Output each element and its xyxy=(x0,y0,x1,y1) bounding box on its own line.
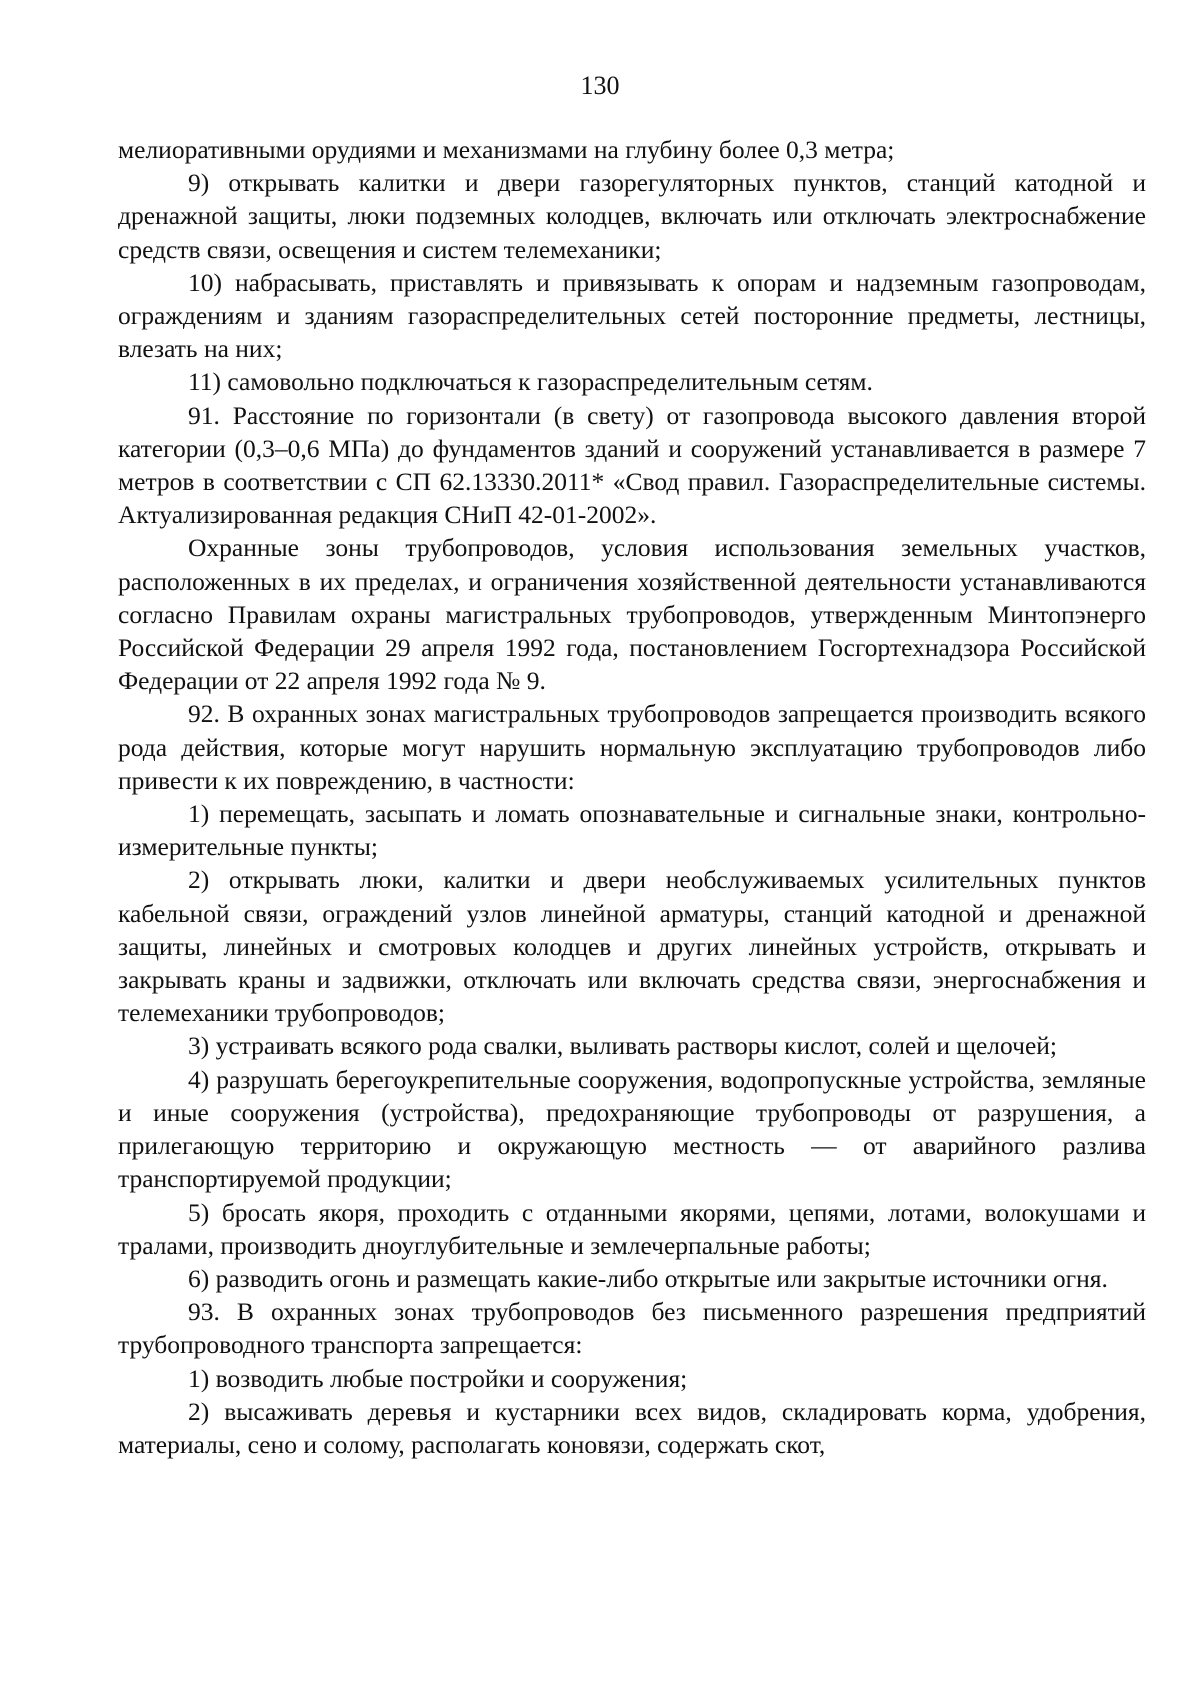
clause-92-item-1: 1) перемещать, засыпать и ломать опознавательные и сигнальные знаки, контрольно-измерительные пункты; xyxy=(118,799,1146,862)
clause-92-item-5: 5) бросать якоря, проходить с отданными якорями, цепями, лотами, волокушами и тралами, производить дноуглубительные и землечерпальные работы; xyxy=(118,1197,1146,1260)
clause-91: 91. Расстояние по горизонтали (в свету) от газопровода высокого давления второй категории (0,3–0,6 МПа) до фундаментов зданий и сооружений устанавливается в размере 7 метров в соответствии с СП 62.13330.2011* «Свод правил. Газораспределительные системы. Актуализированная редакция СНиП 42-01-2002». xyxy=(118,400,1146,530)
list-item-10: 10) набрасывать, приставлять и привязывать к опорам и надземным газопроводам, ограждениям и зданиям газораспределительных сетей посторонние предметы, лестницы, влезать на них; xyxy=(118,267,1146,364)
clause-92-item-4: 4) разрушать берегоукрепительные сооружения, водопропускные устройства, земляные и иные сооружения (устройства), предохраняющие трубопроводы от разрушения, а прилегающую территорию и окружающую местность — от аварийного разлива транспортируемой продукции; xyxy=(118,1064,1146,1194)
clause-92-item-6: 6) разводить огонь и размещать какие-либо открытые или закрытые источники огня. xyxy=(188,1263,1108,1293)
clause-93-item-2: 2) высаживать деревья и кустарники всех видов, складировать корма, удобрения, материалы, сено и солому, располагать коновязи, содержать скот, xyxy=(118,1396,1146,1459)
paragraph-protection-zones: Охранные зоны трубопроводов, условия использования земельных участков, расположенных в их пределах, и ограничения хозяйственной деятельности устанавливаются согласно Правилам охраны магистральных трубопроводов, утвержденным Минтопэнерго Российской Федерации 29 апреля 1992 года, постановлением Госгортехнадзора Российской Федерации от 22 апреля 1992 года № 9. xyxy=(118,533,1146,696)
clause-92: 92. В охранных зонах магистральных трубопроводов запрещается производить всякого рода действия, которые могут нарушить нормальную эксплуатацию трубопроводов либо привести к их повреждению, в частности: xyxy=(118,699,1146,795)
clause-92-item-2: 2) открывать люки, калитки и двери необслуживаемых усилительных пунктов кабельной связи, ограждений узлов линейной арматуры, станций катодной и дренажной защиты, линейных и смотровых колодцев и других линейных устройств, открывать и закрывать краны и задвижки, отключать или включать средства связи, энергоснабжения и телемеханики трубопроводов; xyxy=(118,865,1146,1028)
page-number: 130 xyxy=(580,71,620,100)
list-item-9: 9) открывать калитки и двери газорегуляторных пунктов, станций катодной и дренажной защиты, люки подземных колодцев, включать или отключать электроснабжение средств связи, освещения и систем телемеханики; xyxy=(118,168,1146,264)
clause-92-item-3: 3) устраивать всякого рода свалки, выливать растворы кислот, солей и щелочей; xyxy=(188,1031,1057,1061)
list-item-11: 11) самовольно подключаться к газораспределительным сетям. xyxy=(188,367,873,397)
clause-93: 93. В охранных зонах трубопроводов без письменного разрешения предприятий трубопроводного транспорта запрещается: xyxy=(118,1297,1146,1360)
clause-93-item-1: 1) возводить любые постройки и сооружения; xyxy=(188,1363,688,1393)
document-body xyxy=(118,133,1146,1461)
paragraph-continuation: мелиоративными орудиями и механизмами на глубину более 0,3 метра; xyxy=(118,135,895,164)
